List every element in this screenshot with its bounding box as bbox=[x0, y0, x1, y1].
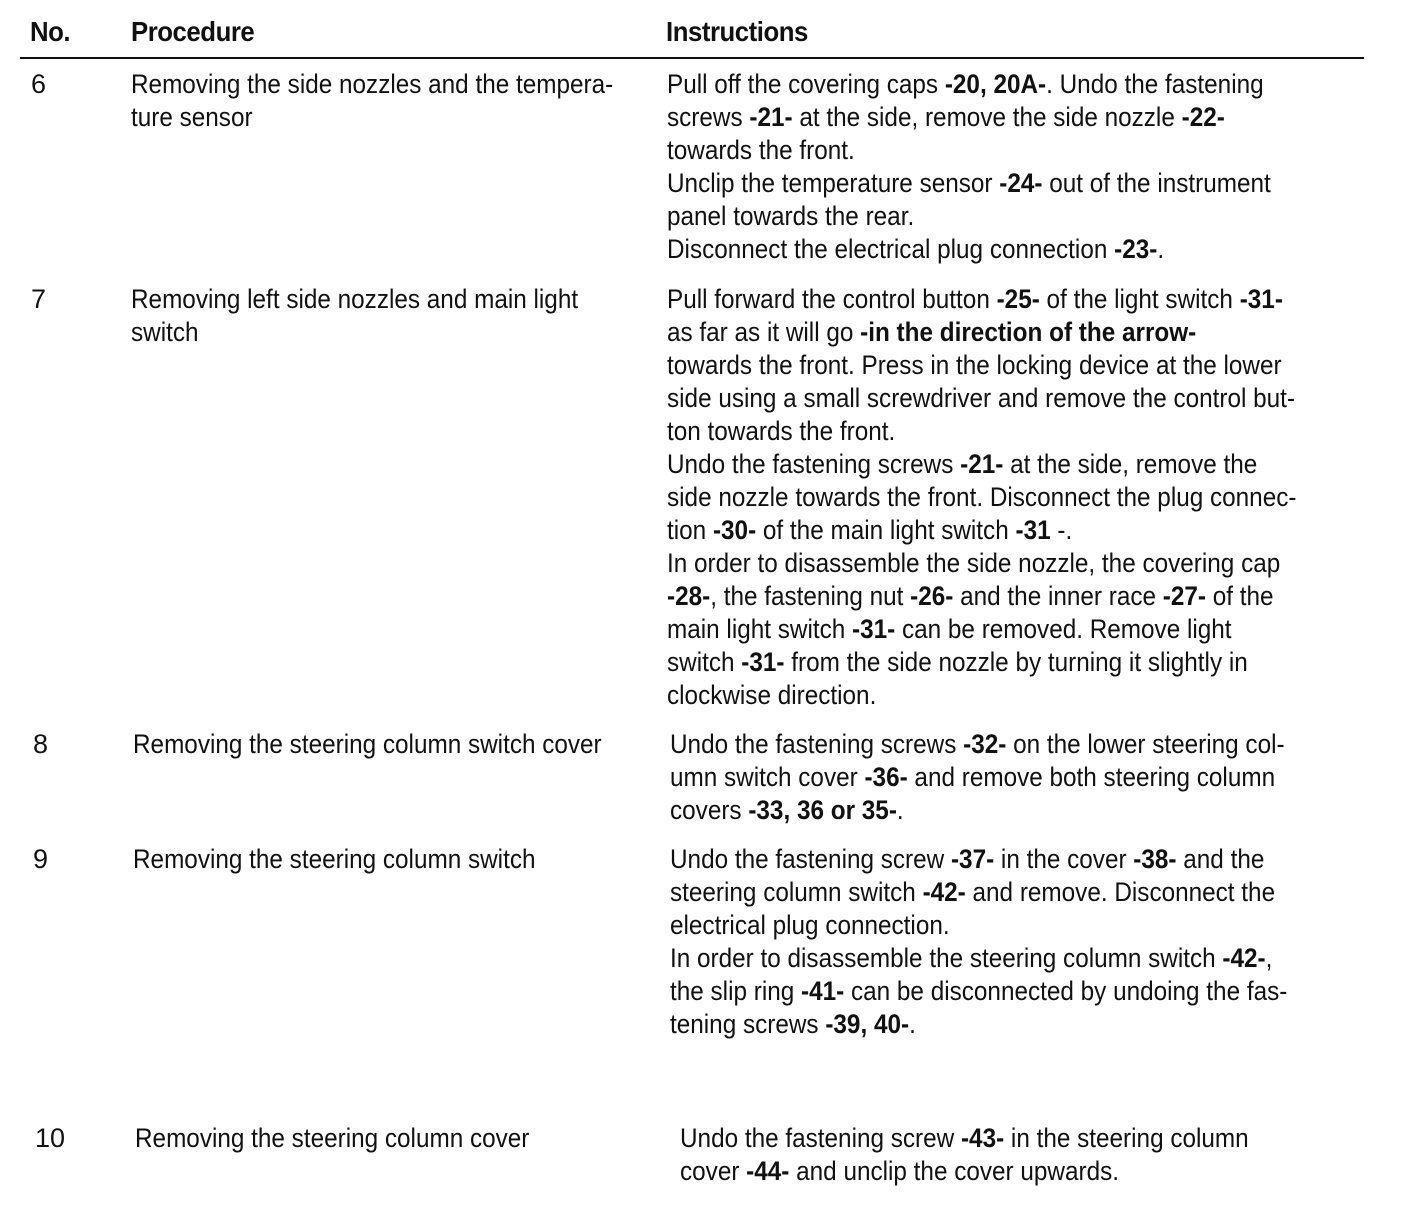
part-reference: -42- bbox=[922, 877, 966, 907]
instruction-text: Undo the fastening screws bbox=[667, 449, 961, 479]
part-reference: -44- bbox=[746, 1156, 790, 1186]
instruction-text: umn switch cover bbox=[670, 762, 865, 792]
row-6-procedure bbox=[131, 68, 613, 134]
part-reference: -23- bbox=[1114, 234, 1158, 264]
instruction-line bbox=[670, 761, 1285, 794]
procedure-line: Removing the steering column switch cover bbox=[133, 729, 602, 759]
instruction-text: in the steering column bbox=[1004, 1123, 1249, 1153]
row-10-procedure bbox=[135, 1122, 529, 1155]
row-8-instructions bbox=[670, 728, 1285, 827]
part-reference: -31 bbox=[1015, 515, 1051, 545]
row-8-number: 8 bbox=[33, 729, 49, 759]
instruction-text: of the main light switch bbox=[756, 515, 1016, 545]
instruction-text: panel towards the rear. bbox=[667, 201, 915, 231]
part-reference: -33, 36 or 35- bbox=[748, 795, 897, 825]
part-reference: -27- bbox=[1162, 581, 1206, 611]
instruction-text: at the side, remove the bbox=[1003, 449, 1258, 479]
instruction-text: towards the front. Press in the locking device at the lower bbox=[667, 350, 1282, 380]
instruction-line bbox=[667, 349, 1296, 382]
instruction-line bbox=[667, 101, 1271, 134]
instruction-text: tion bbox=[667, 515, 713, 545]
instruction-text: at the side, remove the side nozzle bbox=[792, 102, 1182, 132]
instruction-text: Pull forward the control button bbox=[667, 284, 997, 314]
part-reference: -25- bbox=[996, 284, 1040, 314]
instruction-line bbox=[670, 794, 1285, 827]
procedure-line: Removing the steering column cover bbox=[135, 1123, 530, 1153]
instruction-line bbox=[667, 514, 1296, 547]
instruction-text: . bbox=[1157, 234, 1165, 264]
instruction-line bbox=[667, 68, 1271, 101]
part-reference: -31- bbox=[1239, 284, 1283, 314]
row-10-number: 10 bbox=[35, 1123, 66, 1153]
instruction-text: steering column switch bbox=[670, 877, 923, 907]
instruction-line bbox=[667, 316, 1296, 349]
procedure-line: Removing left side nozzles and main light bbox=[131, 284, 579, 314]
instruction-text: and remove. Disconnect the bbox=[965, 877, 1276, 907]
row-9-instructions bbox=[670, 843, 1287, 1041]
row-9-number: 9 bbox=[33, 844, 49, 874]
instruction-text: Undo the fastening screw bbox=[670, 844, 951, 874]
instruction-text: can be removed. Remove light bbox=[895, 614, 1232, 644]
header-procedure: Procedure bbox=[131, 16, 255, 47]
instruction-text: Disconnect the electrical plug connection bbox=[667, 234, 1115, 264]
instruction-line bbox=[667, 382, 1296, 415]
header-divider bbox=[20, 57, 1364, 59]
instruction-text: on the lower steering col- bbox=[1006, 729, 1285, 759]
instruction-line bbox=[667, 134, 1271, 167]
instruction-text: from the side nozzle by turning it slightly in bbox=[784, 647, 1248, 677]
instruction-text: main light switch bbox=[667, 614, 853, 644]
instruction-text: as far as it will go bbox=[667, 317, 861, 347]
instruction-text: side nozzle towards the front. Disconnect the plug connec- bbox=[667, 482, 1297, 512]
instruction-text: , the fastening nut bbox=[710, 581, 911, 611]
row-6-instructions bbox=[667, 68, 1271, 266]
instruction-line bbox=[680, 1155, 1249, 1188]
part-reference: -22- bbox=[1181, 102, 1225, 132]
instruction-line bbox=[667, 679, 1296, 712]
part-reference: -28- bbox=[667, 581, 711, 611]
instruction-line bbox=[667, 283, 1296, 316]
part-reference: -30- bbox=[712, 515, 757, 545]
row-8-procedure bbox=[133, 728, 602, 761]
instruction-line bbox=[670, 1008, 1287, 1041]
part-reference: -32- bbox=[963, 729, 1007, 759]
part-reference: -in the direction of the arrow- bbox=[860, 317, 1197, 347]
instruction-line bbox=[667, 200, 1271, 233]
instruction-text: screws bbox=[667, 102, 750, 132]
instruction-text: and unclip the cover upwards. bbox=[789, 1156, 1119, 1186]
row-10-instructions bbox=[680, 1122, 1249, 1188]
part-reference: -20, 20A- bbox=[944, 69, 1047, 99]
instruction-line bbox=[667, 415, 1296, 448]
instruction-text: in the cover bbox=[994, 844, 1134, 874]
instruction-line bbox=[670, 876, 1287, 909]
instruction-line bbox=[667, 448, 1296, 481]
instruction-line bbox=[670, 843, 1287, 876]
procedure-line: ture sensor bbox=[131, 102, 253, 132]
part-reference: -41- bbox=[801, 976, 845, 1006]
instruction-text: In order to disassemble the steering column switch bbox=[670, 943, 1223, 973]
instruction-text: towards the front. bbox=[667, 135, 855, 165]
instruction-text: . bbox=[896, 795, 904, 825]
instruction-line bbox=[667, 481, 1296, 514]
instruction-text: cover bbox=[680, 1156, 747, 1186]
part-reference: -36- bbox=[864, 762, 908, 792]
row-7-instructions bbox=[667, 283, 1296, 712]
instruction-text: of the light switch bbox=[1039, 284, 1240, 314]
part-reference: -43- bbox=[960, 1123, 1005, 1153]
part-reference: -21- bbox=[960, 449, 1004, 479]
instruction-line bbox=[667, 233, 1271, 266]
row-7-procedure bbox=[131, 283, 578, 349]
instruction-text: clockwise direction. bbox=[667, 680, 877, 710]
instruction-text: of the bbox=[1205, 581, 1274, 611]
instruction-line bbox=[667, 547, 1296, 580]
part-reference: -38- bbox=[1133, 844, 1177, 874]
instruction-text: ton towards the front. bbox=[667, 416, 896, 446]
part-reference: -26- bbox=[910, 581, 954, 611]
instruction-text: , bbox=[1265, 943, 1273, 973]
instruction-text: Undo the fastening screw bbox=[680, 1123, 961, 1153]
instruction-line bbox=[667, 646, 1296, 679]
part-reference: -39, 40- bbox=[825, 1009, 910, 1039]
procedure-line: Removing the side nozzles and the tempera- bbox=[131, 69, 614, 99]
instruction-text: and the bbox=[1176, 844, 1265, 874]
instruction-text: can be disconnected by undoing the fas- bbox=[844, 976, 1288, 1006]
instruction-text: -. bbox=[1050, 515, 1073, 545]
part-reference: -24- bbox=[999, 168, 1043, 198]
instruction-text: . bbox=[909, 1009, 916, 1039]
row-7-number: 7 bbox=[31, 284, 47, 314]
instruction-text: tening screws bbox=[670, 1009, 826, 1039]
instruction-line bbox=[667, 580, 1296, 613]
instruction-text: In order to disassemble the side nozzle, the covering cap bbox=[667, 548, 1281, 578]
instruction-text: the slip ring bbox=[670, 976, 802, 1006]
header-instructions: Instructions bbox=[666, 16, 808, 47]
instruction-line bbox=[670, 728, 1285, 761]
header-no: No. bbox=[30, 16, 71, 47]
instruction-line bbox=[670, 975, 1287, 1008]
instruction-text: Unclip the temperature sensor bbox=[667, 168, 1000, 198]
instruction-line bbox=[667, 613, 1296, 646]
instruction-line bbox=[670, 909, 1287, 942]
instruction-text: side using a small screwdriver and remove the control but- bbox=[667, 383, 1296, 413]
instruction-text: covers bbox=[670, 795, 749, 825]
instruction-text: electrical plug connection. bbox=[670, 910, 950, 940]
instruction-line bbox=[670, 942, 1287, 975]
part-reference: -31- bbox=[852, 614, 896, 644]
instruction-line bbox=[667, 167, 1271, 200]
instruction-text: and remove both steering column bbox=[907, 762, 1276, 792]
instruction-text: switch bbox=[667, 647, 742, 677]
instruction-text: Pull off the covering caps bbox=[667, 69, 945, 99]
instruction-text: Undo the fastening screws bbox=[670, 729, 964, 759]
procedure-line: Removing the steering column switch bbox=[133, 844, 536, 874]
procedure-line: switch bbox=[131, 317, 199, 347]
instruction-text: and the inner race bbox=[953, 581, 1163, 611]
instruction-text: out of the instrument bbox=[1042, 168, 1271, 198]
part-reference: -31- bbox=[741, 647, 785, 677]
instruction-text: . Undo the fastening bbox=[1046, 69, 1264, 99]
part-reference: -37- bbox=[950, 844, 995, 874]
part-reference: -21- bbox=[749, 102, 793, 132]
row-6-number: 6 bbox=[31, 69, 47, 99]
row-9-procedure bbox=[133, 843, 535, 876]
part-reference: -42- bbox=[1222, 943, 1266, 973]
instruction-line bbox=[680, 1122, 1249, 1155]
